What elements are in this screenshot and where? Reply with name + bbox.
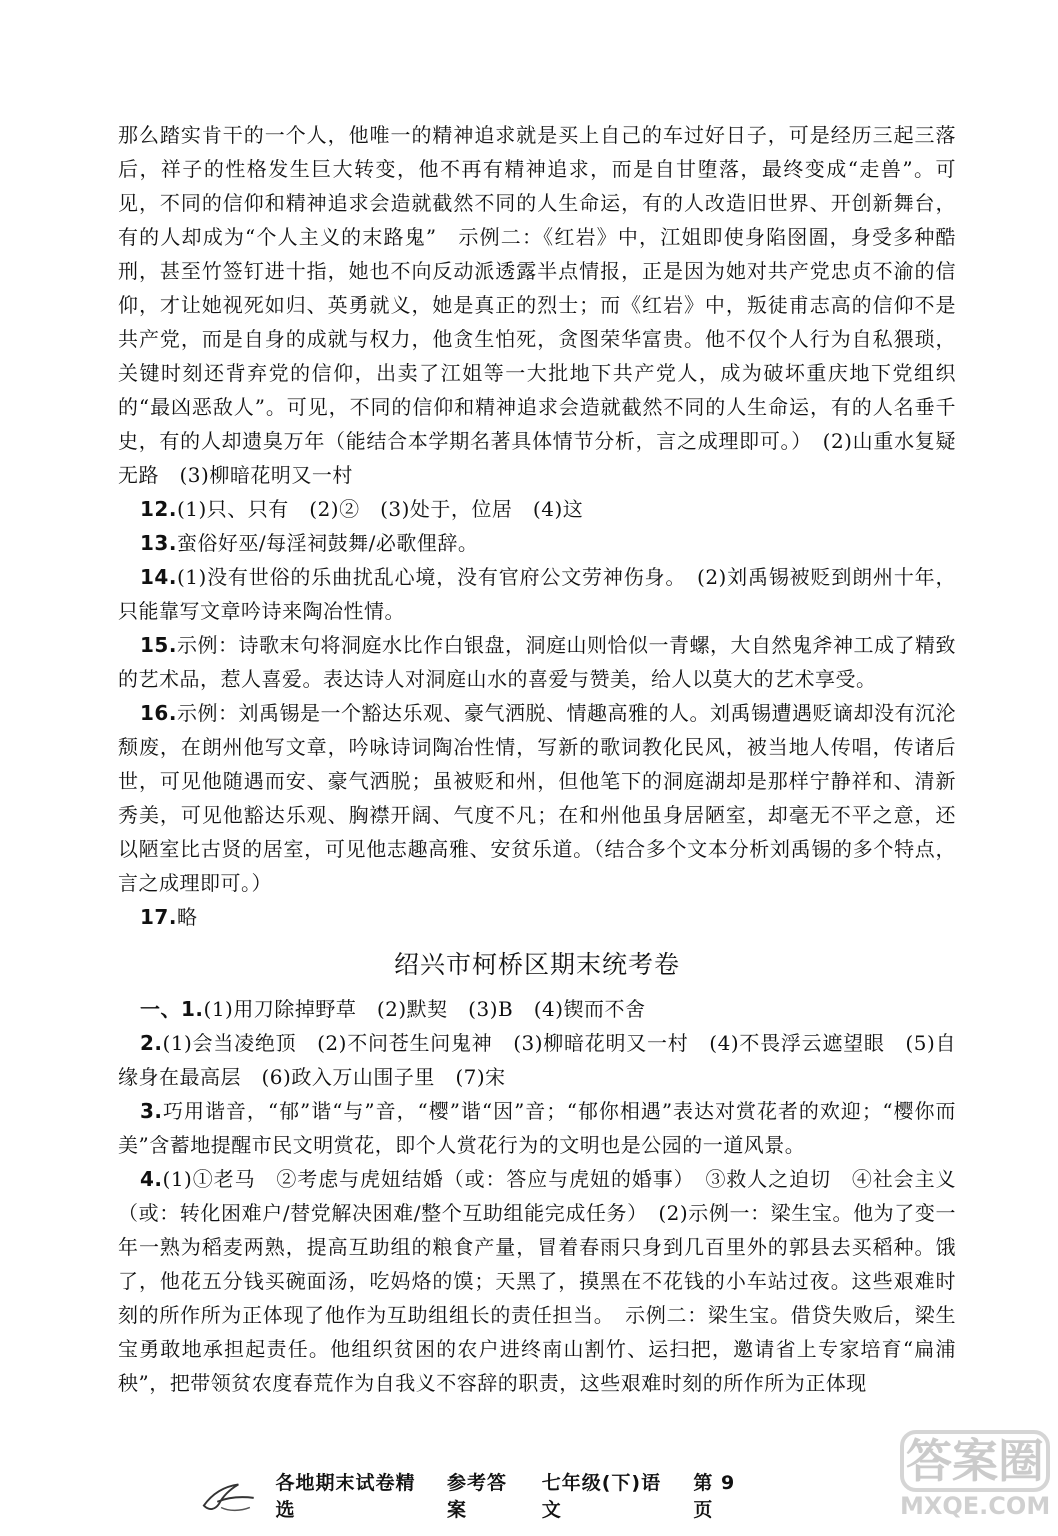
question-number: 15.: [140, 633, 177, 657]
page-footer: [200, 1472, 760, 1521]
section-item-1: [118, 992, 956, 1026]
question-number: 17.: [140, 905, 177, 929]
footer-page-number: 第 9 页: [693, 1472, 736, 1521]
section-item-4: [118, 1162, 956, 1400]
bird-logo-icon: [200, 1472, 258, 1518]
paragraph-text: 那么踏实肯干的一个人，他唯一的精神追求就是买上自己的车过好日子，可是经历三起三落后，祥子的性格发生巨大转变，他不再有精神追求，而是自甘堕落，最终变成“走兽”。可见，不同的信仰和精神追求会造就截然不同的人生命运，有的人改造旧世界、开创新舞台，有的人却成为“个人主义的末路鬼” 示例二：《红岩》中，江姐即使身陷囹圄，身受多种酷刑，甚至竹签钉进十指，她也不向反动派透露半点情报，正是因为她对共产党忠贞不渝的信仰，才让她视死如归、英勇就义，她是真正的烈士；而《红岩》中，叛徒甫志高的信仰不是共产党，而是自身的成就与权力，他贪生怕死，贪图荣华富贵。他不仅个人行为自私猥琐，关键时刻还背弃党的信仰，出卖了江姐等一大批地下共产党人，成为破坏重庆地下党组织的“最凶恶敌人”。可见，不同的信仰和精神追求会造就截然不同的人生命运，有的人名垂千史，有的人却遗臭万年（能结合本学期名著具体情节分析，言之成理即可。） (2)山重水复疑无路 (3)柳暗花明又一村: [118, 123, 956, 487]
answer-item-15: [118, 628, 956, 696]
paragraph-continued: [118, 118, 956, 492]
section-title: 绍兴市柯桥区期末统考卷: [393, 950, 680, 979]
footer-answer-label: 参考答案: [447, 1472, 508, 1521]
footer-grade: 七年级(下)语文: [541, 1472, 662, 1521]
question-number: 16.: [140, 701, 177, 725]
question-number: 一、1.: [140, 997, 204, 1021]
answer-text: (1)没有世俗的乐曲扰乱心境，没有官府公文劳神伤身。 (2)刘禹锡被贬到朗州十年，只能靠写文章吟诗来陶冶性情。: [118, 565, 956, 623]
footer-book-title: 各地期末试卷精选: [275, 1472, 416, 1521]
answer-item-13: [118, 526, 956, 560]
watermark-logo: 答案圈: [900, 1430, 1050, 1492]
question-number: 2.: [140, 1031, 163, 1055]
section-item-3: [118, 1094, 956, 1162]
section-item-2: [118, 1026, 956, 1094]
question-number: 12.: [140, 497, 177, 521]
answer-text: (1)①老马 ②考虑与虎妞结婚（或：答应与虎妞的婚事） ③救人之迫切 ④社会主义（或：转化困难户/替党解决困难/整个互助组能完成任务） (2)示例一：梁生宝。他为了变一年一熟为稻麦两熟，提高互助组的粮食产量，冒着春雨只身到几百里外的郭县去买稻种。饿了，他花五分钱买碗面汤，吃妈烙的馍；天黑了，摸黑在不花钱的小车站过夜。这些艰难时刻的所作所为正体现了他作为互助组组长的责任担当。 示例二：梁生宝。借贷失败后，梁生宝勇敢地承担起责任。他组织贫困的农户进终南山割竹、运扫把，邀请省上专家培育“扁浦秧”，把带领贫农度春荒作为自我义不容辞的职责，这些艰难时刻的所作所为正体现: [118, 1167, 956, 1395]
answer-text: (1)只、只有 (2)② (3)处于，位居 (4)这: [176, 497, 584, 521]
answer-item-16: [118, 696, 956, 900]
answer-text: 略: [176, 905, 198, 929]
answer-content: [118, 118, 956, 1400]
question-number: 4.: [140, 1167, 163, 1191]
watermark-url: MXQE.COM: [900, 1492, 1051, 1520]
answer-item-17: [118, 900, 956, 934]
question-number: 14.: [140, 565, 177, 589]
answer-text: 示例：刘禹锡是一个豁达乐观、豪气洒脱、情趣高雅的人。刘禹锡遭遇贬谪却没有沉沦颓废，在朗州他写文章，吟咏诗词陶冶性情，写新的歌词教化民风，被当地人传唱，传诸后世，可见他随遇而安、豪气洒脱；虽被贬和州，但他笔下的洞庭湖却是那样宁静祥和、清新秀美，可见他豁达乐观、胸襟开阔、气度不凡；在和州他虽身居陋室，却毫无不平之意，还以陋室比古贤的居室，可见他志趣高雅、安贫乐道。（结合多个文本分析刘禹锡的多个特点，言之成理即可。）: [118, 701, 956, 895]
answer-text: 蛮俗好巫/每淫祠鼓舞/必歌俚辞。: [176, 531, 479, 555]
answer-text: 巧用谐音，“郁”谐“与”音，“樱”谐“因”音；“郁你相遇”表达对赏花者的欢迎；“樱你而美”含蓄地提醒市民文明赏花，即个人赏花行为的文明也是公园的一道风景。: [118, 1099, 956, 1157]
answer-item-14: [118, 560, 956, 628]
answer-text: (1)会当凌绝顶 (2)不问苍生问鬼神 (3)柳暗花明又一村 (4)不畏浮云遮望眼 (5)自缘身在最高层 (6)政入万山围子里 (7)宋: [118, 1031, 956, 1089]
question-number: 13.: [140, 531, 177, 555]
answer-item-12: [118, 492, 956, 526]
answer-text: (1)用刀除掉野草 (2)默契 (3)B (4)锲而不舍: [203, 997, 646, 1021]
answer-text: 示例：诗歌末句将洞庭水比作白银盘，洞庭山则恰似一青螺，大自然鬼斧神工成了精致的艺术品，惹人喜爱。表达诗人对洞庭山水的喜爱与赞美，给人以莫大的艺术享受。: [118, 633, 956, 691]
question-number: 3.: [140, 1099, 163, 1123]
watermark: [900, 1430, 1050, 1530]
